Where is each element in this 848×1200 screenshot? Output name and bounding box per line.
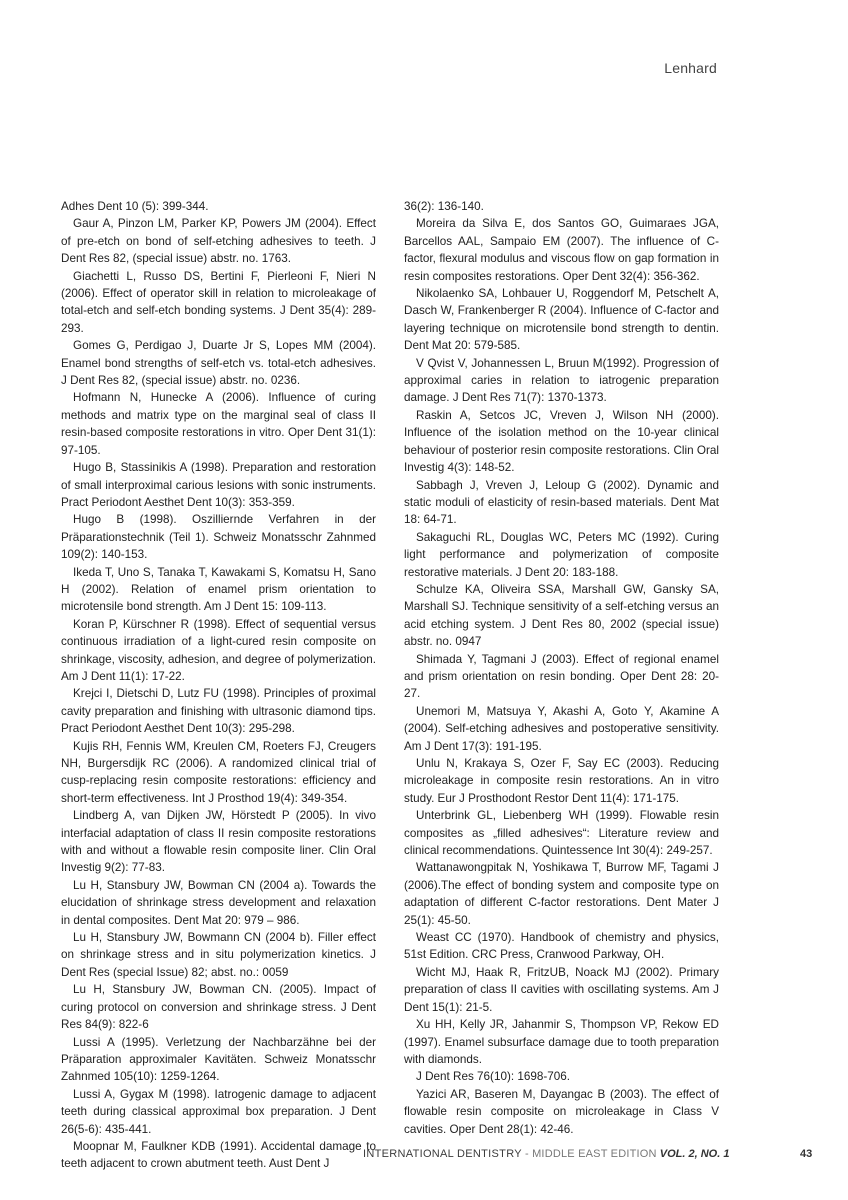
reference-item: Hugo B, Stassinikis A (1998). Preparation and restoration of small interproximal carious lesions with sonic instruments. Pract Periodont Aesthet Dent 10(3): 353-359. xyxy=(61,461,376,509)
running-header-author: Lenhard xyxy=(664,60,717,76)
reference-item: Schulze KA, Oliveira SSA, Marshall GW, Gansky SA, Marshall SJ. Technique sensitivity of a self-etching versus an acid etching system. J Dent Res 80, 2002 (special issue) abstr. no. 0947 xyxy=(404,582,719,649)
reference-item: Giachetti L, Russo DS, Bertini F, Pierleoni F, Nieri N (2006). Effect of operator skill in relation to microleakage of total-etch and self-etch bonding systems. J Dent 35(4): 289-293. xyxy=(61,269,376,335)
reference-item: Xu HH, Kelly JR, Jahanmir S, Thompson VP, Rekow ED (1997). Enamel subsurface damage due to tooth preparation with diamonds. xyxy=(404,1018,719,1066)
reference-item: Lu H, Stansbury JW, Bowman CN (2004 a). Towards the elucidation of shrinkage stress development and relaxation in dental composites. Dent Mat 20: 979 – 986. xyxy=(61,878,376,927)
page-number: 43 xyxy=(800,1148,813,1160)
reference-item: Krejci I, Dietschi D, Lutz FU (1998). Principles of proximal cavity preparation and finishing with ultrasonic diamond tips. Pract Periodont Aesthet Dent 10(3): 295-298. xyxy=(61,687,376,736)
reference-item: Wicht MJ, Haak R, FritzUB, Noack MJ (2002). Primary preparation of class II cavities with oscillating systems. Am J Dent 15(1): 21-5. xyxy=(404,965,719,1014)
reference-item: Shimada Y, Tagmani J (2003). Effect of regional enamel and prism orientation on resin bonding. Oper Dent 28: 20-27. xyxy=(404,652,719,701)
reference-item: Lussi A, Gygax M (1998). Iatrogenic damage to adjacent teeth during classical approximal box preparation. J Dent 26(5-6): 435-441. xyxy=(61,1087,376,1136)
reference-item: Koran P, Kürschner R (1998). Effect of sequential versus continuous irradiation of a light-cured resin composite on shrinkage, viscosity, adhesion, and degree of polymerization. Am J Dent 11(1): 17-22. xyxy=(61,617,376,683)
reference-item: Sabbagh J, Vreven J, Leloup G (2002). Dynamic and static moduli of elasticity of resin-based materials. Dent Mat 18: 64-71. xyxy=(404,478,719,527)
reference-item: Raskin A, Setcos JC, Vreven J, Wilson NH (2000). Influence of the isolation method on the 10-year clinical behaviour of posterior resin composite restorations. Clin Oral Investig 4(3): 148-52. xyxy=(404,408,719,475)
reference-item: Lu H, Stansbury JW, Bowmann CN (2004 b). Filler effect on shrinkage stress and in situ polymerization kinetics. J Dent Res (special Issue) 82; abst. no.: 0059 xyxy=(61,931,376,979)
reference-item: Yazici AR, Baseren M, Dayangac B (2003). The effect of flowable resin composite on microleakage in Class V cavities. Oper Dent 28(1): 42-46. xyxy=(404,1087,719,1136)
reference-item: Hofmann N, Hunecke A (2006). Influence of curing methods and matrix type on the marginal seal of class II resin-based composite restorations in vitro. Oper Dent 31(1): 97-105. xyxy=(61,391,376,457)
reference-item: Lussi A (1995). Verletzung der Nachbarzähne bei der Präparation approximaler Kavitäten. Schweiz Monatsschr Zahnmed 105(10): 1259-1264. xyxy=(61,1035,376,1084)
references-left-column xyxy=(61,198,376,1173)
journal-name: INTERNATIONAL DENTISTRY xyxy=(363,1148,522,1160)
reference-item: Ikeda T, Uno S, Tanaka T, Kawakami S, Komatsu H, Sano H (2002). Relation of enamel prism orientation to microtensile bond strength. Am J Dent 15: 109-113. xyxy=(61,565,376,614)
reference-item: Adhes Dent 10 (5): 399-344. xyxy=(61,200,209,213)
reference-item: Wattanawongpitak N, Yoshikawa T, Burrow MF, Tagami J (2006).The effect of bonding system and composite type on adaptation of different C-factor restorations. Dent Mater J 25(1): 45-50. xyxy=(404,861,719,927)
journal-edition: - MIDDLE EAST EDITION xyxy=(524,1148,657,1160)
reference-item: Nikolaenko SA, Lohbauer U, Roggendorf M, Petschelt A, Dasch W, Frankenberger R (2004). Influence of C-factor and layering technique on microtensile bond strength to dentin. Dent Mat 20: 579-585. xyxy=(404,287,719,353)
running-footer xyxy=(363,1148,730,1160)
references-right-column xyxy=(404,198,719,1138)
reference-item: Lindberg A, van Dijken JW, Hörstedt P (2005). In vivo interfacial adaptation of class II resin composite restorations with and without a flowable resin composite liner. Clin Oral Investig 9(2): 77-83. xyxy=(61,809,376,875)
journal-volume: VOL. 2, NO. 1 xyxy=(659,1148,730,1160)
reference-item: 36(2): 136-140. xyxy=(404,200,484,213)
reference-item: Unlu N, Krakaya S, Ozer F, Say EC (2003). Reducing microleakage in composite resin restorations. An in vitro study. Eur J Prosthodont Restor Dent 11(4): 171-175. xyxy=(404,757,719,805)
reference-item: Moreira da Silva E, dos Santos GO, Guimaraes JGA, Barcellos AAL, Sampaio EM (2007). The influence of C-factor, flexural modulus and viscous flow on gap formation in resin composites restorations. Oper Dent 32(4): 356-362. xyxy=(404,217,719,283)
reference-item: Gaur A, Pinzon LM, Parker KP, Powers JM (2004). Effect of pre-etch on bond of self-etching adhesives to teeth. J Dent Res 82, (special issue) abstr. no. 1763. xyxy=(61,217,376,266)
reference-item: Moopnar M, Faulkner KDB (1991). Accidental damage to teeth adjacent to crown abutment teeth. Aust Dent J xyxy=(61,1139,376,1171)
reference-item: Lu H, Stansbury JW, Bowman CN. (2005). Impact of curing protocol on conversion and shrinkage stress. J Dent Res 84(9): 822-6 xyxy=(61,983,376,1032)
reference-item: J Dent Res 76(10): 1698-706. xyxy=(416,1070,570,1084)
reference-item: Unterbrink GL, Liebenberg WH (1999). Flowable resin composites as „filled adhesives“: Literature review and clinical recommendations. Quintessence Int 30(4): 249-257. xyxy=(404,809,719,858)
reference-item: Gomes G, Perdigao J, Duarte Jr S, Lopes MM (2004). Enamel bond strengths of self-etch vs. total-etch adhesives. J Dent Res 82, (special issue) abstr. no. 0236. xyxy=(61,339,376,388)
reference-item: Sakaguchi RL, Douglas WC, Peters MC (1992). Curing light performance and polymerization of composite restorative materials. J Dent 20: 183-188. xyxy=(404,530,719,579)
reference-item: V Qvist V, Johannessen L, Bruun M(1992). Progression of approximal caries in relation to iatrogenic preparation damage. J Dent Res 71(7): 1370-1373. xyxy=(404,356,719,405)
reference-item: Kujis RH, Fennis WM, Kreulen CM, Roeters FJ, Creugers NH, Burgersdijk RC (2006). A randomized clinical trial of cusp-replacing resin composite restorations: efficiency and short-term effectiveness. Int J Prosthod 19(4): 349-354. xyxy=(61,739,376,805)
reference-item: Hugo B (1998). Oszilliernde Verfahren in der Präparationstechnik (Teil 1). Schweiz Monatsschr Zahnmed 109(2): 140-153. xyxy=(61,513,376,562)
reference-item: Weast CC (1970). Handbook of chemistry and physics, 51st Edition. CRC Press, Cranwood Parkway, OH. xyxy=(404,931,719,962)
reference-item: Unemori M, Matsuya Y, Akashi A, Goto Y, Akamine A (2004). Self-etching adhesives and postoperative sensitivity. Am J Dent 17(3): 191-195. xyxy=(404,704,719,753)
